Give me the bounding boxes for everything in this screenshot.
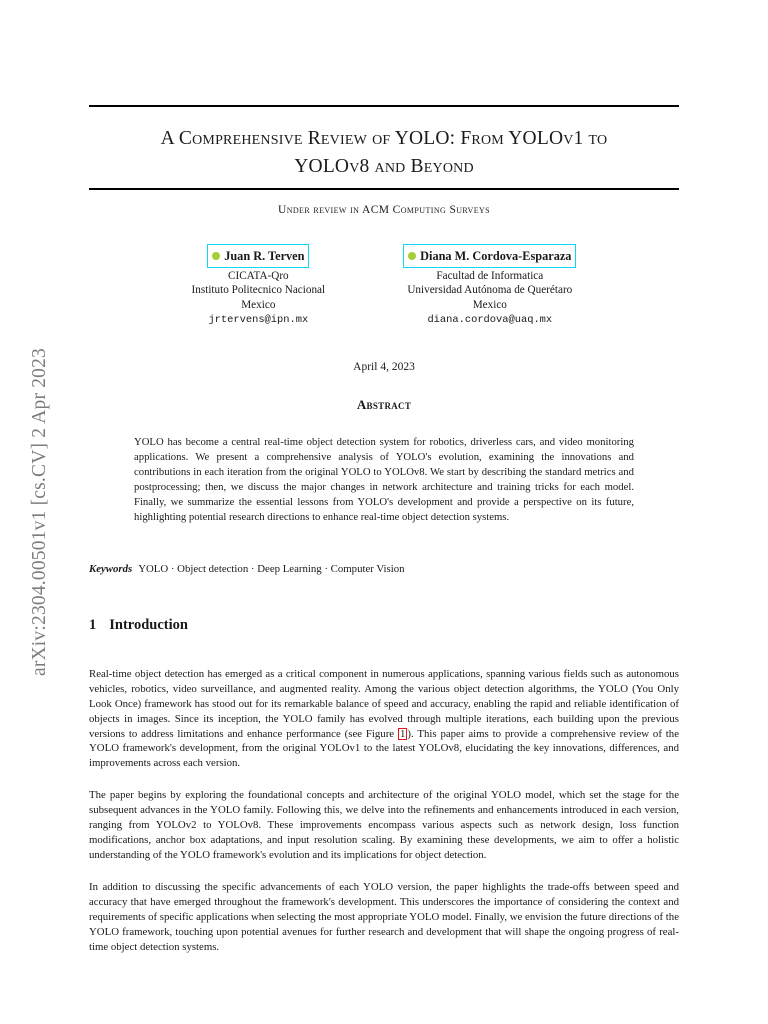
author-country-2: Mexico [472, 299, 507, 312]
keywords-line [89, 562, 679, 577]
author-affiliation-1b: Instituto Politecnico Nacional [191, 284, 326, 297]
abstract-heading: Abstract [356, 396, 412, 412]
paper-page [89, 0, 679, 1024]
section-number: 1 [89, 616, 97, 633]
title-rule-top [89, 105, 679, 107]
section-title: Introduction [109, 616, 188, 633]
publication-date: April 4, 2023 [353, 360, 415, 373]
paragraph-2: The paper begins by exploring the foundational concepts and architecture of the original YOLO model, which set the stage for the subsequent advances in the YOLO family. Following this, we delve into the refinements and enhancements introduced in each version, ranging from YOLOv2 to YOLOv8. These improvements encompass various aspects such as network design, loss function modifications, anchor box adaptations, and input resolution scaling. By examining these developments, we aim to offer a holistic understanding of the YOLO framework's evolution and its implications for object detection. [89, 789, 679, 862]
author-block-2 [403, 244, 576, 327]
title-rule-bottom [89, 188, 679, 190]
author-name-1: Juan R. Terven [224, 249, 305, 264]
paper-title-line-2: YOLOv8 and Beyond [294, 155, 474, 177]
page-title [89, 125, 679, 180]
author-email-1[interactable]: jrtervens@ipn.mx [208, 313, 309, 326]
section-heading-introduction [89, 617, 679, 634]
figure-reference-link[interactable]: 1 [399, 727, 406, 740]
author-name-detection-box-1[interactable] [207, 244, 309, 267]
paragraph-1-text-before-ref: Real-time object detection has emerged as a critical component in numerous applications, spanning various fields such as autonomous vehicles, robotics, video surveillance, and augmented reality. Among the various object detection algorithms, the YOLO (You Only Look Once) framework has stood out for its remarkable balance of speed and accuracy, enabling the rapid and reliable identification of objects in images. Since its inception, the YOLO family has evolved through multiple iterations, each building upon the previous versions to address limitations and enhance performance (see Figure [89, 667, 679, 740]
paper-title-line-1: A Comprehensive Review of YOLO: From YOLOv1 to [160, 128, 608, 149]
keywords-label: Keywords [89, 562, 133, 575]
paragraph-1-text-after-ref: ). This paper aims to provide a comprehensive review of the YOLO framework's development, from the original YOLOv1 to the latest YOLOv8, elucidating the key innovations, differences, and improvements across each version. [89, 727, 679, 770]
author-list [89, 244, 679, 327]
arxiv-stamp [0, 0, 80, 1024]
author-country-1: Mexico [241, 299, 276, 312]
abstract-text: YOLO has become a central real-time object detection system for robotics, driverless cars, and video monitoring applications. We present a comprehensive analysis of YOLO's evolution, examining the innovations and contributions in each iteration from the original YOLO to YOLOv8. We start by describing the standard metrics and postprocessing; then, we discuss the major changes in network architecture and training tricks for each model. Finally, we summarize the essential lessons from YOLO's development and provide a perspective on its future, highlighting potential research directions to enhance real-time object detection systems. [134, 435, 634, 523]
review-status-note: Under review in ACM Computing Surveys [277, 204, 491, 217]
orcid-icon[interactable] [212, 252, 220, 260]
author-name-2: Diana M. Cordova-Esparaza [420, 249, 572, 264]
orcid-icon[interactable] [408, 252, 416, 260]
author-affiliation-1a: CICATA-Qro [228, 269, 289, 282]
arxiv-stamp-text: arXiv:2304.00501v1 [cs.CV] 2 Apr 2023 [29, 347, 50, 677]
keywords-values: YOLO · Object detection · Deep Learning · Computer Vision [138, 562, 405, 575]
paragraph-3: In addition to discussing the specific advancements of each YOLO version, the paper highlights the trade-offs between speed and accuracy that have emerged throughout the framework's development. This underscores the importance of considering the context and requirements of specific applications when selecting the most appropriate YOLO model. Finally, we envision the future directions of the YOLO framework, touching upon potential avenues for further research and development that will shape the ongoing progress of real-time object detection systems. [89, 881, 679, 953]
author-email-2[interactable]: diana.cordova@uaq.mx [427, 313, 553, 326]
paragraph-1 [89, 667, 679, 772]
author-block-1 [192, 244, 326, 327]
author-affiliation-2b: Universidad Autónoma de Querétaro [407, 284, 573, 297]
author-affiliation-2a: Facultad de Informatica [436, 269, 544, 282]
author-name-detection-box-2[interactable] [403, 244, 576, 267]
